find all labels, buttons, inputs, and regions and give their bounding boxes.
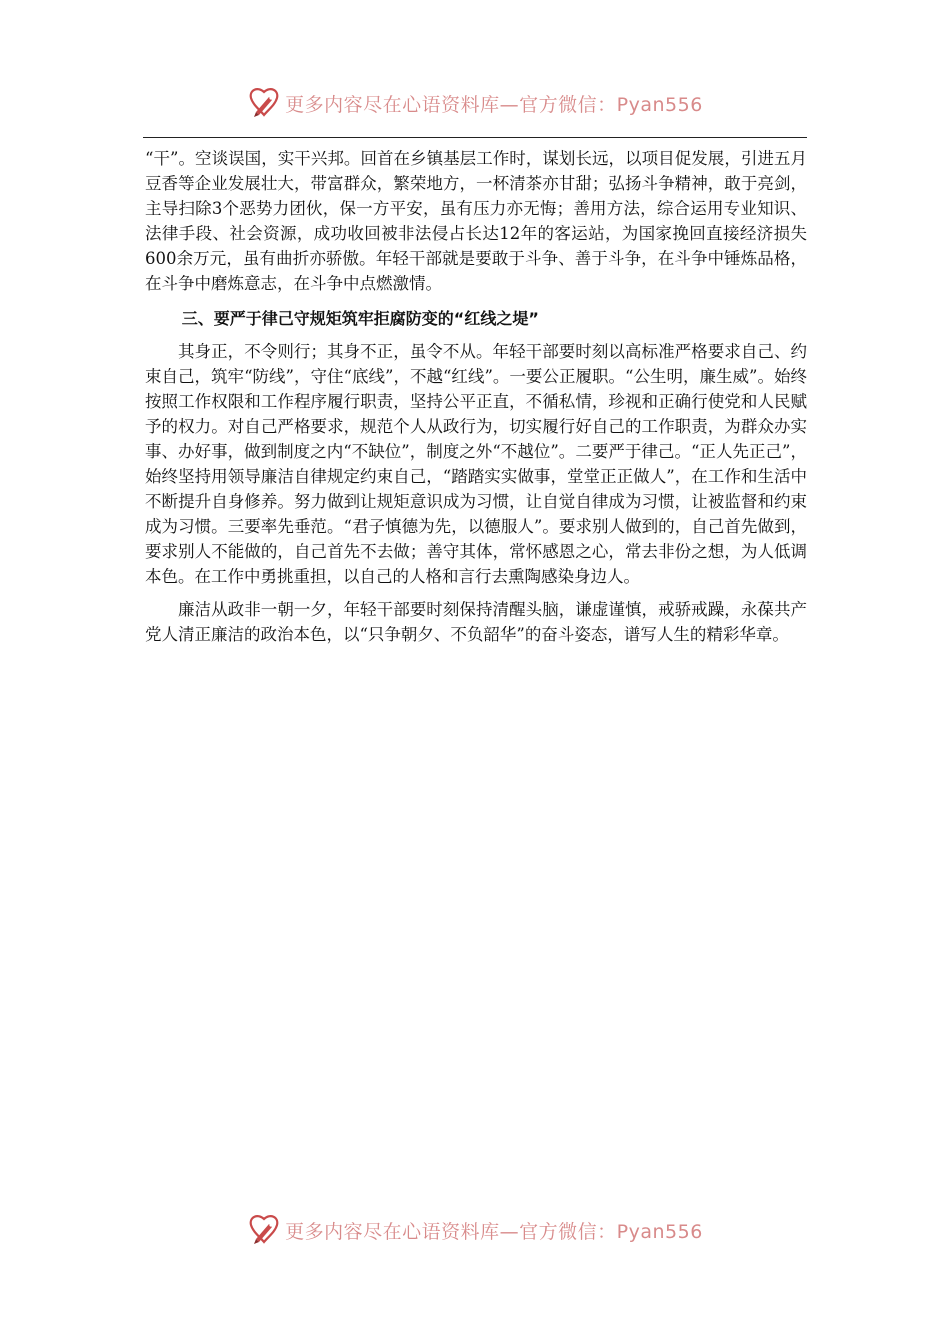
- pen-heart-logo-icon: [247, 86, 281, 120]
- paragraph-continuation: “干”。空谈误国，实干兴邦。回首在乡镇基层工作时，谋划长远，以项目促发展，引进五月豆香等企业发展壮大，带富群众，繁荣地方，一杯清茶亦甘甜；弘扬斗争精神，敢于亮剑，主导扫除3个恶势力团伙，保一方平安，虽有压力亦无悔；善用方法，综合运用专业知识、法律手段、社会资源，成功收回被非法侵占长达12年的客运站，为国家挽回直接经济损失600余万元，虽有曲折亦骄傲。年轻干部就是要敢于斗争、善于斗争，在斗争中锤炼品格，在斗争中磨炼意志，在斗争中点燃激情。: [145, 149, 807, 293]
- document-body: [145, 146, 807, 647]
- header-banner-text: 更多内容尽在心语资料库—官方微信：Pyan556: [285, 93, 703, 116]
- section-heading: 三、要严于律己守规矩筑牢拒腐防变的“红线之堤”: [181, 309, 539, 328]
- header-divider: [143, 137, 807, 138]
- paragraph-conclusion: 廉洁从政非一朝一夕，年轻干部要时刻保持清醒头脑，谦虚谨慎，戒骄戒躁，永葆共产党人清正廉洁的政治本色，以“只争朝夕、不负韶华”的奋斗姿态，谱写人生的精彩华章。: [145, 600, 807, 644]
- footer-banner-text: 更多内容尽在心语资料库—官方微信：Pyan556: [285, 1220, 703, 1243]
- pen-heart-logo-icon: [247, 1213, 281, 1247]
- footer-banner: [0, 1210, 950, 1250]
- paragraph-section-body: 其身正，不令则行；其身不正，虽令不从。年轻干部要时刻以高标准严格要求自己、约束自己，筑牢“防线”，守住“底线”，不越“红线”。一要公正履职。“公生明，廉生威”。始终按照工作权限和工作程序履行职责，坚持公平正直，不循私情，珍视和正确行使党和人民赋予的权力。对自己严格要求，规范个人从政行为，切实履行好自己的工作职责，为群众办实事、办好事，做到制度之内“不缺位”，制度之外“不越位”。二要严于律己。“正人先正己”，始终坚持用领导廉洁自律规定约束自己，“踏踏实实做事，堂堂正正做人”，在工作和生活中不断提升自身修养。努力做到让规矩意识成为习惯，让自觉自律成为习惯，让被监督和约束成为习惯。三要率先垂范。“君子慎德为先，以德服人”。要求别人做到的，自己首先做到，要求别人不能做的，自己首先不去做；善守其体，常怀感恩之心，常去非份之想，为人低调本色。在工作中勇挑重担，以自己的人格和言行去熏陶感染身边人。: [145, 342, 807, 586]
- header-banner: [0, 83, 950, 123]
